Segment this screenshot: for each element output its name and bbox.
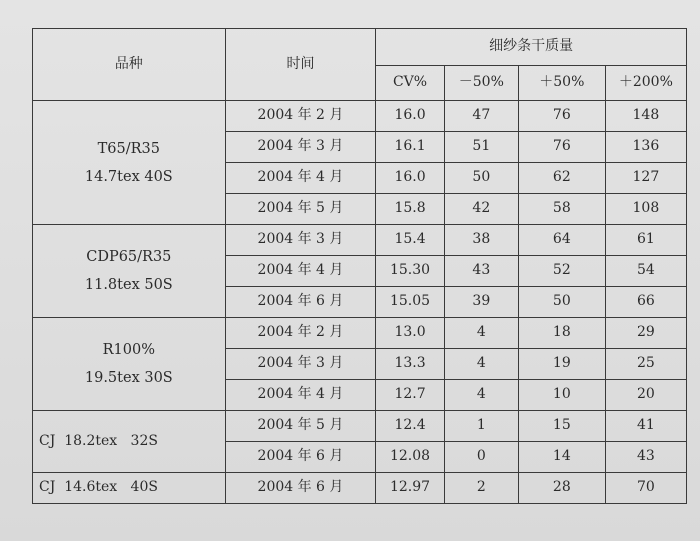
minus50-cell: 4 xyxy=(444,349,518,380)
plus200-cell: 54 xyxy=(605,256,686,287)
plus50-cell: 28 xyxy=(518,473,605,504)
time-cell: 2004 年 4 月 xyxy=(225,256,376,287)
time-cell: 2004 年 4 月 xyxy=(225,163,376,194)
minus50-cell: 2 xyxy=(444,473,518,504)
minus50-cell: 0 xyxy=(444,442,518,473)
table-row xyxy=(33,101,687,132)
time-cell: 2004 年 2 月 xyxy=(225,318,376,349)
variety-name: CDP65/R35 xyxy=(86,249,172,265)
plus200-cell: 29 xyxy=(605,318,686,349)
cv-cell: 16.0 xyxy=(376,163,444,194)
plus50-cell: 52 xyxy=(518,256,605,287)
variety-count: 14.7tex 40S xyxy=(84,168,173,185)
plus200-cell: 41 xyxy=(605,411,686,442)
plus200-cell: 25 xyxy=(605,349,686,380)
plus50-cell: 62 xyxy=(518,163,605,194)
plus50-cell: 10 xyxy=(518,380,605,411)
cv-cell: 12.08 xyxy=(376,442,444,473)
time-cell: 2004 年 4 月 xyxy=(225,380,376,411)
time-cell: 2004 年 5 月 xyxy=(225,411,376,442)
header-variety: 品种 xyxy=(33,29,226,101)
time-cell: 2004 年 5 月 xyxy=(225,194,376,225)
cv-cell: 12.4 xyxy=(376,411,444,442)
plus50-cell: 64 xyxy=(518,225,605,256)
time-cell: 2004 年 3 月 xyxy=(225,349,376,380)
cv-cell: 12.7 xyxy=(376,380,444,411)
cv-cell: 16.1 xyxy=(376,132,444,163)
time-cell: 2004 年 3 月 xyxy=(225,132,376,163)
cv-cell: 15.30 xyxy=(376,256,444,287)
plus200-cell: 148 xyxy=(605,101,686,132)
minus50-cell: 50 xyxy=(444,163,518,194)
plus50-cell: 18 xyxy=(518,318,605,349)
time-cell: 2004 年 2 月 xyxy=(225,101,376,132)
plus50-cell: 14 xyxy=(518,442,605,473)
cv-cell: 15.4 xyxy=(376,225,444,256)
header-plus50: ＋50% xyxy=(518,66,605,101)
table-row xyxy=(33,318,687,349)
minus50-cell: 38 xyxy=(444,225,518,256)
variety-cell xyxy=(33,101,226,225)
header-minus50: －50% xyxy=(444,66,518,101)
plus50-cell: 19 xyxy=(518,349,605,380)
header-time: 时间 xyxy=(225,29,376,101)
time-cell: 2004 年 6 月 xyxy=(225,442,376,473)
cv-cell: 15.8 xyxy=(376,194,444,225)
time-cell: 2004 年 3 月 xyxy=(225,225,376,256)
variety-name: R100% xyxy=(102,342,155,358)
plus200-cell: 66 xyxy=(605,287,686,318)
header-plus200: ＋200% xyxy=(605,66,686,101)
minus50-cell: 47 xyxy=(444,101,518,132)
plus200-cell: 43 xyxy=(605,442,686,473)
minus50-cell: 4 xyxy=(444,318,518,349)
minus50-cell: 39 xyxy=(444,287,518,318)
minus50-cell: 4 xyxy=(444,380,518,411)
plus200-cell: 70 xyxy=(605,473,686,504)
plus50-cell: 50 xyxy=(518,287,605,318)
variety-cell: CJ 14.6tex 40S xyxy=(33,473,226,504)
plus200-cell: 108 xyxy=(605,194,686,225)
cv-cell: 16.0 xyxy=(376,101,444,132)
variety-name: T65/R35 xyxy=(97,140,161,157)
cv-cell: 12.97 xyxy=(376,473,444,504)
variety-cell xyxy=(33,318,226,411)
table-row xyxy=(33,225,687,256)
variety-cell: CJ 18.2tex 32S xyxy=(33,411,226,473)
plus50-cell: 58 xyxy=(518,194,605,225)
minus50-cell: 42 xyxy=(444,194,518,225)
minus50-cell: 51 xyxy=(444,132,518,163)
plus200-cell: 136 xyxy=(605,132,686,163)
yarn-quality-table xyxy=(32,28,687,504)
plus50-cell: 15 xyxy=(518,411,605,442)
variety-count: 19.5tex 30S xyxy=(84,370,173,386)
time-cell: 2004 年 6 月 xyxy=(225,473,376,504)
variety-cell xyxy=(33,225,226,318)
cv-cell: 13.0 xyxy=(376,318,444,349)
header-cv: CV% xyxy=(376,66,444,101)
cv-cell: 13.3 xyxy=(376,349,444,380)
time-cell: 2004 年 6 月 xyxy=(225,287,376,318)
plus200-cell: 61 xyxy=(605,225,686,256)
header-yarn-evenness: 细纱条干质量 xyxy=(376,29,687,66)
table-row xyxy=(33,473,687,504)
minus50-cell: 43 xyxy=(444,256,518,287)
table-row xyxy=(33,411,687,442)
cv-cell: 15.05 xyxy=(376,287,444,318)
variety-count: 11.8tex 50S xyxy=(84,277,173,293)
plus200-cell: 127 xyxy=(605,163,686,194)
plus50-cell: 76 xyxy=(518,132,605,163)
plus200-cell: 20 xyxy=(605,380,686,411)
plus50-cell: 76 xyxy=(518,101,605,132)
minus50-cell: 1 xyxy=(444,411,518,442)
